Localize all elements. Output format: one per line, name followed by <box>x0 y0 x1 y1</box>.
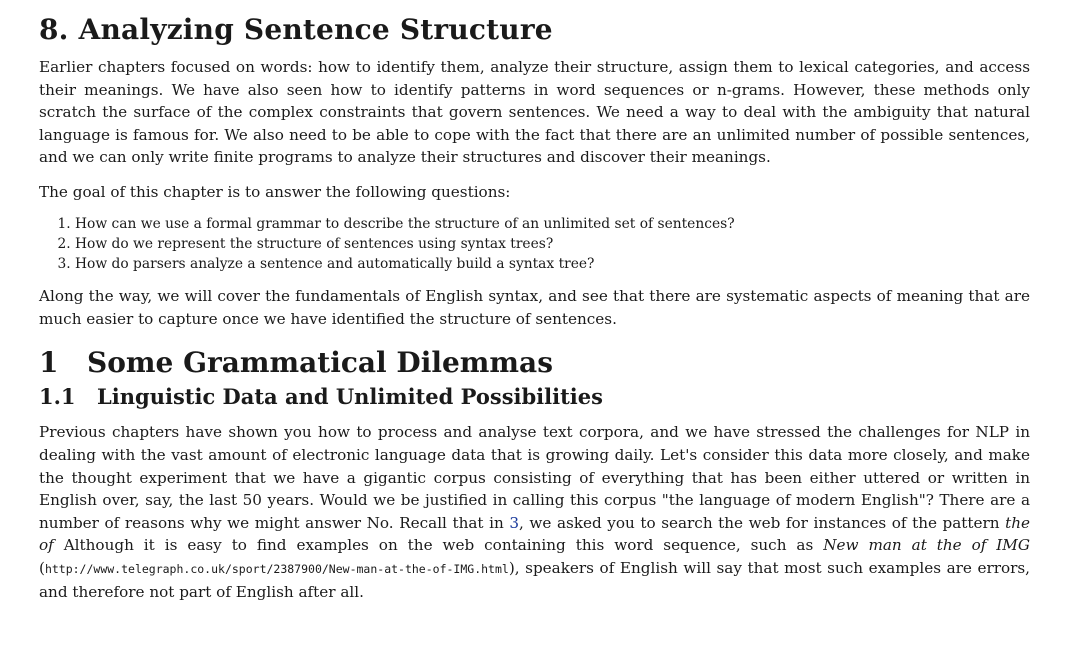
pattern-text: the of <box>39 513 1030 555</box>
question-list <box>39 214 1030 275</box>
corpus-paragraph <box>39 421 1030 603</box>
list-item: 1. How can we use a formal grammar to describe the structure of an unlimited set of sentences? <box>75 214 1030 234</box>
example-text: New man at the of IMG <box>823 536 1030 555</box>
subsection-heading <box>39 382 1030 412</box>
corpus-text-1: Previous chapters have shown you how to process and analyse text corpora, and we have stressed the challenges for NLP in dealing with the vast amount of electronic language data that is growing daily. Let's consider this data more closely, and make the thought experiment that we have a gigantic corpus consisting of everything that has been either uttered or written in English over, say, the last 50 years. Would we be justified in calling this corpus "the language of modern English"? There are a number of reasons why we might answer No. Recall that in <box>39 423 1030 532</box>
corpus-text-3: Although it is easy to find examples on the web containing this word sequence, such as <box>53 536 824 555</box>
list-item: 3. How do parsers analyze a sentence and automatically build a syntax tree? <box>75 254 1030 274</box>
section-heading <box>39 346 1030 380</box>
corpus-text-2: , we asked you to search the web for instances of the pattern <box>519 513 1006 532</box>
chapter-reference-link[interactable]: 3 <box>509 513 519 532</box>
list-item: 2. How do we represent the structure of sentences using syntax trees? <box>75 234 1030 254</box>
corpus-text-4: ( <box>39 558 45 577</box>
intro-paragraph: Earlier chapters focused on words: how to identify them, analyze their structure, assign them to lexical categories, and access their meanings. We have also seen how to identify patterns in word sequences or n-grams. However, these methods only scratch the surface of the complex constraints that govern sentences. We need a way to deal with the ambiguity that natural language is famous for. We also need to be able to cope with the fact that there are an unlimited number of possible sentences, and we can only write finite programs to analyze their structures and discover their meanings. <box>39 58 1030 167</box>
section-title: Some Grammatical Dilemmas <box>87 346 553 380</box>
goal-paragraph: The goal of this chapter is to answer the following questions: <box>39 182 511 201</box>
subsection-number: 1.1 <box>39 384 76 410</box>
subsection-title: Linguistic Data and Unlimited Possibilities <box>97 384 603 410</box>
chapter-title: 8. Analyzing Sentence Structure <box>39 13 553 46</box>
syntax-paragraph: Along the way, we will cover the fundamentals of English syntax, and see that there are systematic aspects of meaning that are much easier to capture once we have identified the structure of sentences. <box>39 287 1030 328</box>
corpus-text-5: ), speakers of English will say that most such examples are errors, and therefore not part of English after all. <box>39 558 1030 601</box>
section-number: 1 <box>39 346 59 380</box>
example-url: http://www.telegraph.co.uk/sport/2387900/New-man-at-the-of-IMG.html <box>44 561 509 576</box>
